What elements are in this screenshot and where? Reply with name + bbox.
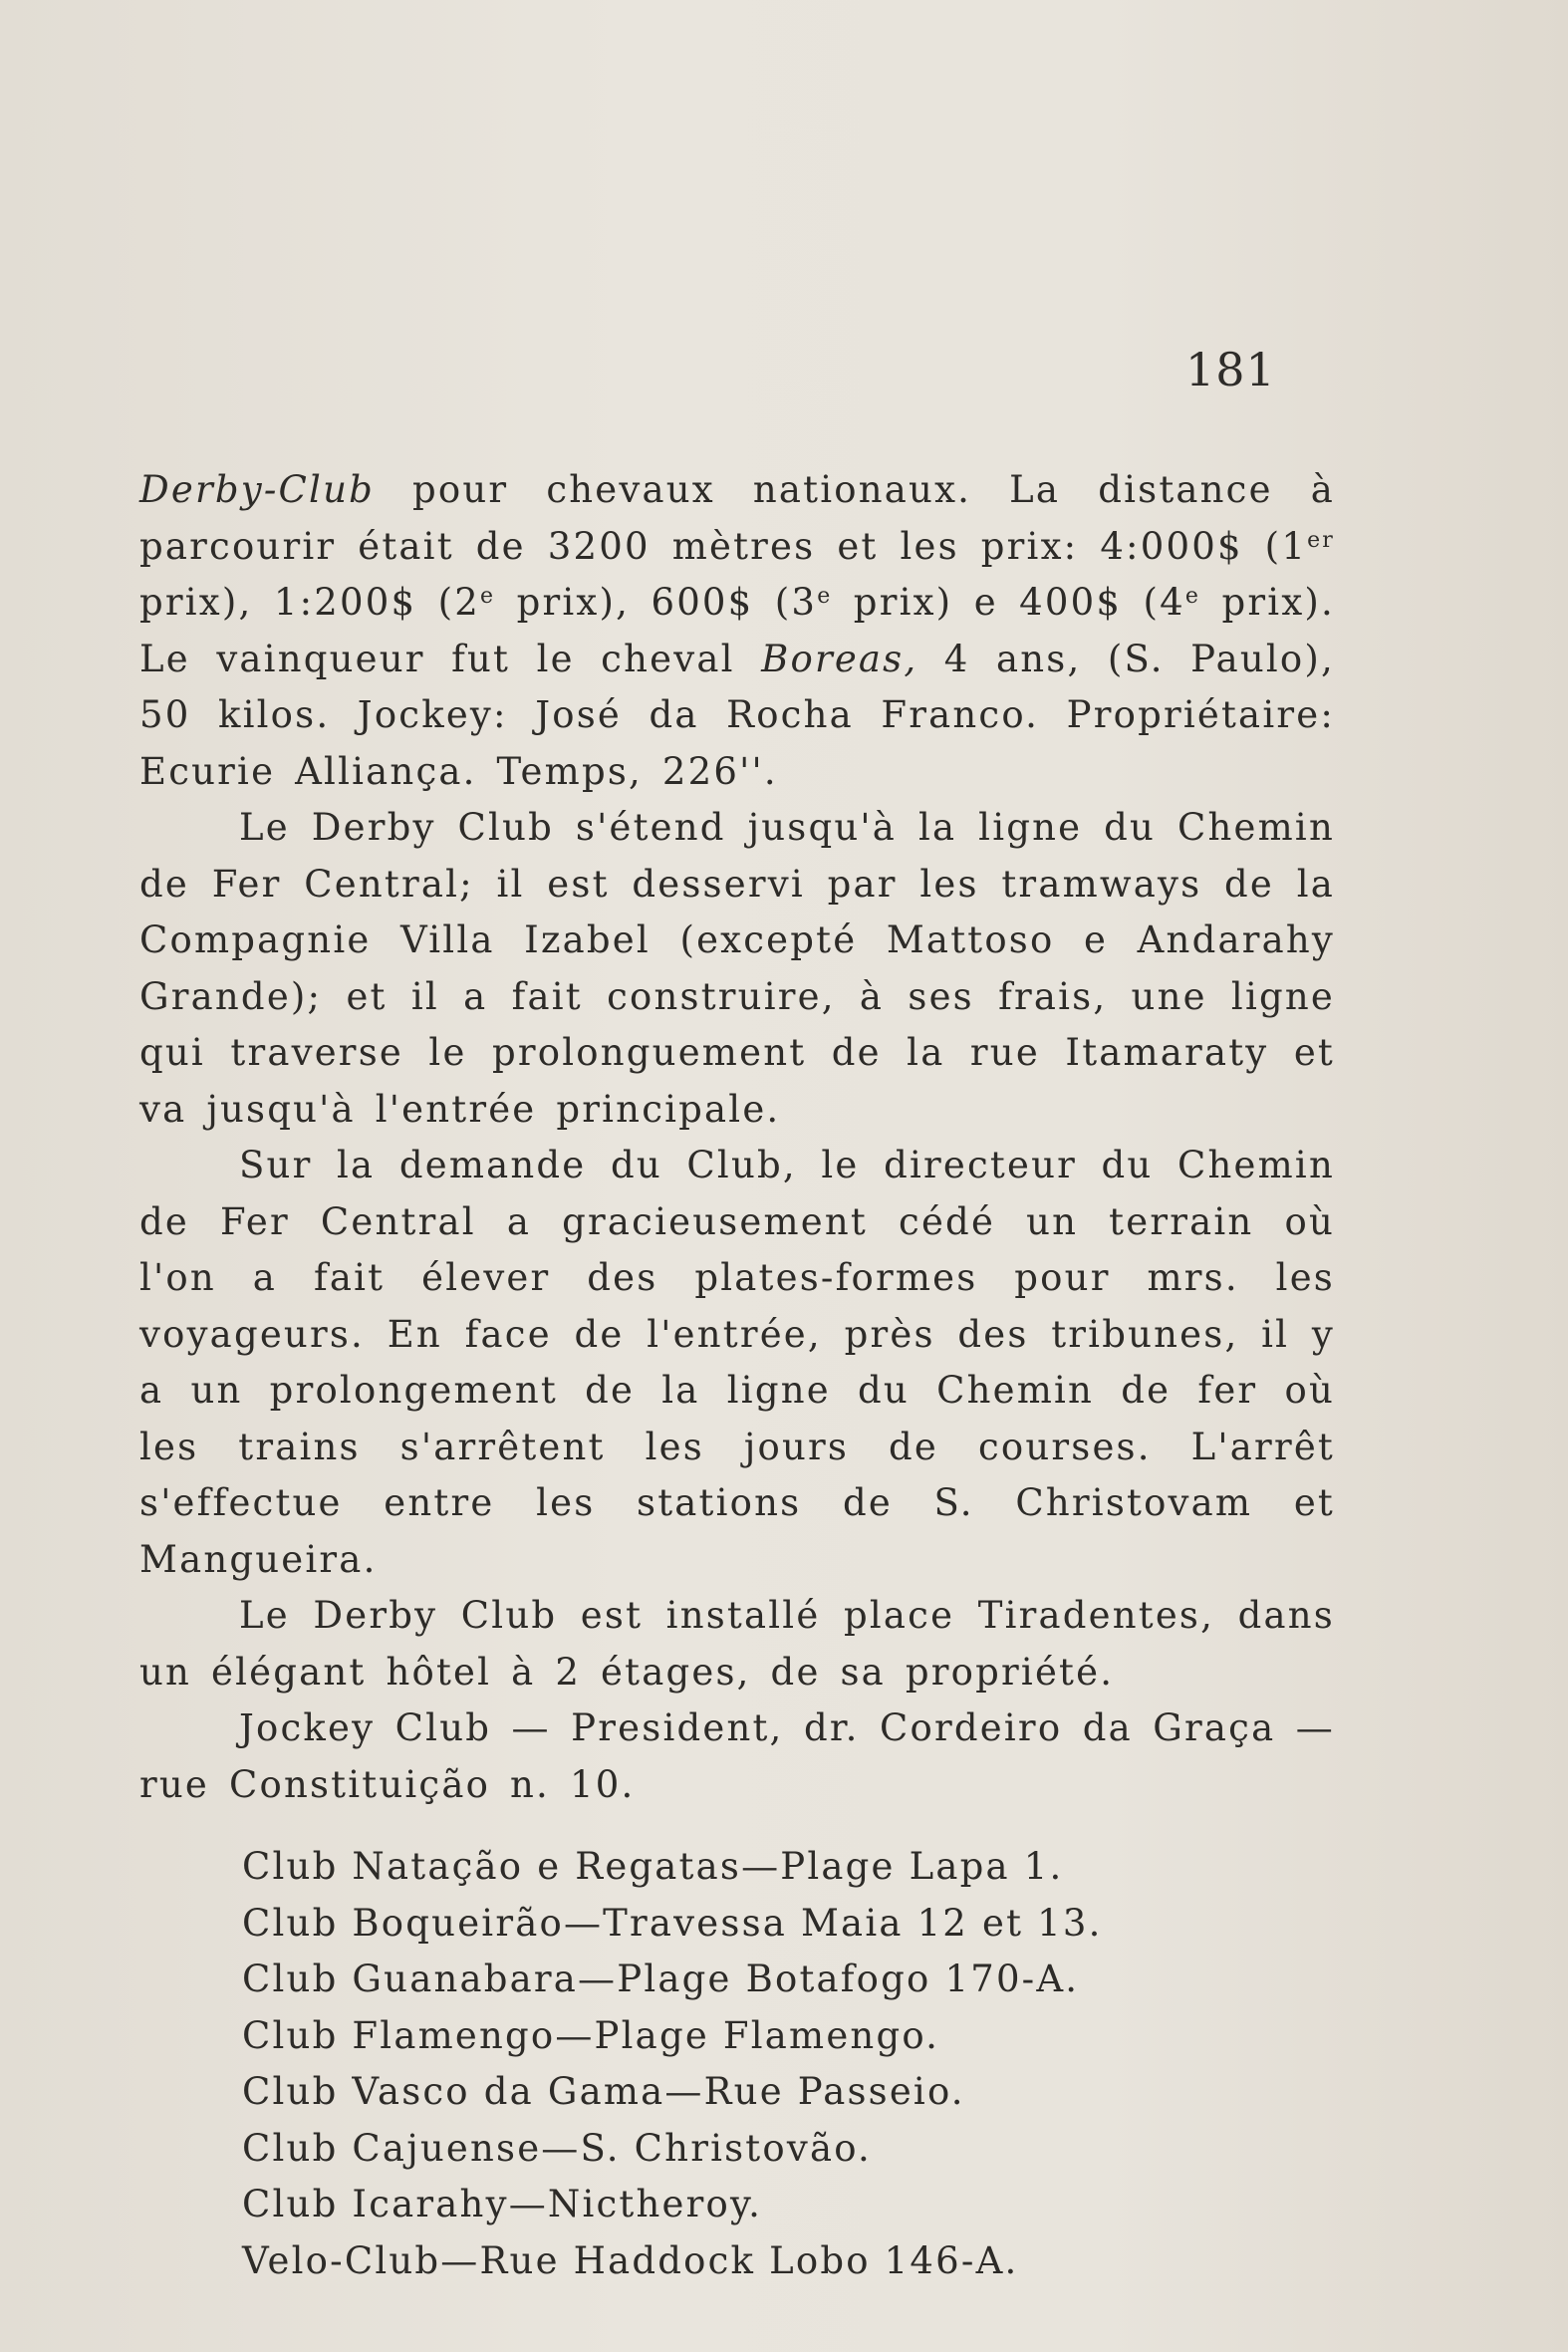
list-item: Club Flamengo—Plage Flamengo. (242, 2013, 940, 2057)
list-item: Club Vasco da Gama—Rue Passeio. (242, 2070, 965, 2113)
paragraph-derby-hotel: Le Derby Club est installé place Tiradentes, dans un élégant hôtel à 2 étages, de sa propriété. (139, 1594, 1335, 1694)
list-item: Club Cajuense—S. Christovão. (242, 2126, 872, 2170)
list-item: Club Icarahy—Nictheroy. (242, 2183, 763, 2225)
paragraph-jockey-club: Jockey Club — President, dr. Cordeiro da Graça — rue Constituição n. 10. (139, 1706, 1335, 1806)
derby-club-name: Derby-Club (139, 468, 375, 511)
paragraph-railway: Sur la demande du Club, le directeur du Chemin de Fer Central a gracieusement cédé un terrain où l'on a fait élever des plates-formes pour mrs. les voyageurs. En face de l'entrée, près des tribunes, il y a un prolongement de la ligne du Chemin de fer où les trains s'arrêtent les jours de courses. L'arrêt s'effectue entre les stations de S. Christovam et Mangueira. (139, 1144, 1335, 1581)
paragraph-derby-race: Derby-Club pour chevaux nationaux. La distance à parcourir était de 3200 mètres et les prix: 4:000$ (1er prix), 1:200$ (2e prix), 600$ (3e prix) e 400$ (4e prix). Le vainqueur fut le cheval Boreas, 4 ans, (S. Paulo), 50 kilos. Jockey: José da Rocha Franco. Propriétaire: Ecurie Alliança. Temps, 226''. (139, 468, 1335, 793)
list-item: Club Guanabara—Plage Botafogo 170-A. (242, 1958, 1080, 2000)
club-list (242, 1839, 1103, 2289)
page-number: 181 (1185, 343, 1276, 396)
horse-name: Boreas, (761, 637, 918, 680)
paragraph-derby-location: Le Derby Club s'étend jusqu'à la ligne du Chemin de Fer Central; il est desservi par les tramways de la Compagnie Villa Izabel (excepté Mattoso e Andarahy Grande); et il a fait construire, à ses frais, une ligne qui traverse le prolonguement de la rue Itamaraty et va jusqu'à l'entrée principale. (139, 806, 1335, 1131)
list-item: Club Boqueirão—Travessa Maia 12 et 13. (242, 1901, 1103, 1945)
list-item: Velo-Club—Rue Haddock Lobo 146-A. (242, 2238, 1019, 2282)
body-text (139, 462, 1335, 1813)
list-item: Club Natação e Regatas—Plage Lapa 1. (242, 1845, 1064, 1888)
